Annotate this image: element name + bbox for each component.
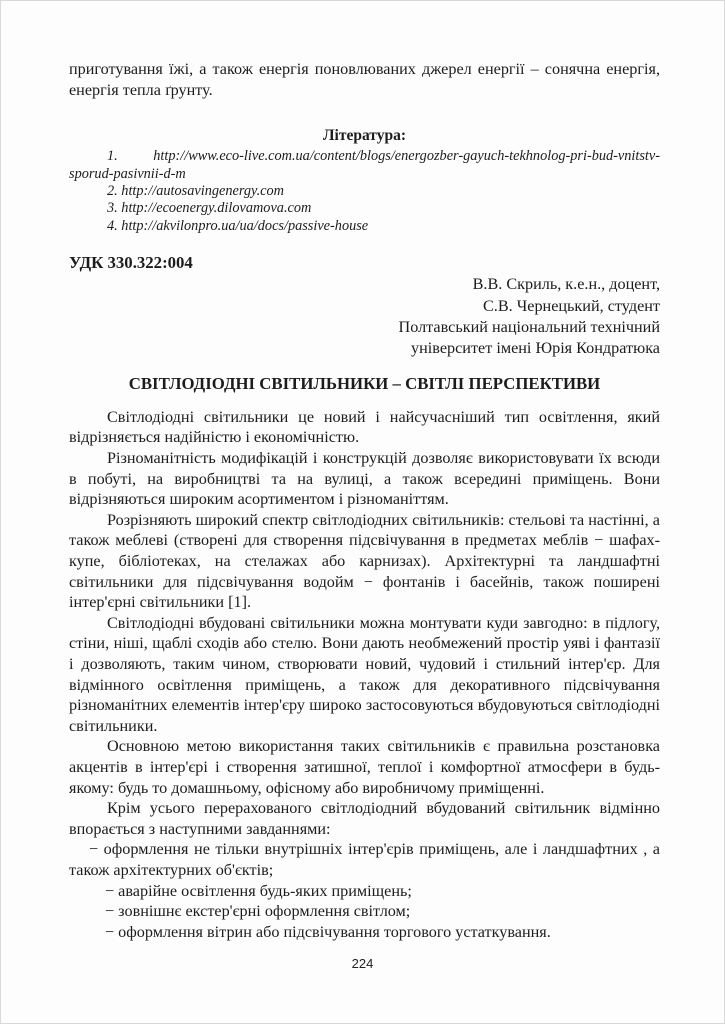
- body-paragraph: Розрізняють широкий спектр світлодіодних світильників: стельові та настінні, а також меблеві (створені для створення підсвічування в предметах меблів − шафах-купе, бібліотеках, на стелажах або карнизах). Архітектурні та ландшафтні світильники для підсвічування водойм − фонтанів і басейнів, також поширені інтер'єрні світильники [1].: [69, 510, 660, 612]
- task-list: [69, 839, 660, 942]
- body-paragraph: Світлодіодні вбудовані світильники можна монтувати куди завгодно: в підлогу, стіни, ніші, щаблі сходів або стелю. Вони дають необмежений простір уяві і фантазії і дозволяють, таким чином, створювати новий, чудовий і стильний інтер'єр. Для відмінного освітлення приміщень, а також для декоративного підсвічування різноманітних елементів інтер'єру широко застосовуються вбудовуються світлодіодні світильники.: [69, 613, 660, 735]
- article: [69, 252, 660, 942]
- list-item: − аварійне освітлення будь-яких приміщень;: [105, 881, 412, 900]
- references-heading: Література:: [322, 127, 406, 145]
- previous-article-end: [69, 59, 660, 235]
- list-item: − оформлення вітрин або підсвічування торгового устаткування.: [105, 922, 551, 941]
- reference-item: 2. http://autosavingenergy.com: [107, 183, 284, 199]
- author-line: В.В. Скриль, к.е.н., доцент,: [472, 275, 660, 294]
- reference-item: 4. http://akvilonpro.ua/ua/docs/passive-house: [107, 217, 369, 234]
- article-body: [69, 407, 660, 942]
- references-list: [69, 148, 660, 235]
- body-paragraph: Крім усього перерахованого світлодіодний вбудований світильник відмінно впорається з наступними завданнями:: [69, 799, 660, 838]
- page-content: [1, 1, 724, 942]
- list-item: − оформлення не тільки внутрішніх інтер'єрів приміщень, але і ландшафтних , а також архітектурних об'єктів;: [69, 840, 660, 879]
- body-paragraph: Основною метою використання таких світильників є правильна розстановка акцентів в інтер'єрі і створення затишної, теплої і комфортної атмосфери в будь-якому: будь то домашньому, офісному або виробничому приміщенні.: [69, 737, 660, 797]
- affiliation-line: університет імені Юрія Кондратюка: [411, 339, 660, 358]
- affiliation-line: Полтавський національний технічний: [398, 318, 660, 337]
- page-number: 224: [351, 956, 374, 971]
- author-line: С.В. Чернецький, студент: [483, 296, 660, 315]
- author-block: [69, 274, 660, 360]
- continued-paragraph: приготування їжі, а також енергія поновлюваних джерел енергії – сонячна енергія, енергія тепла ґрунту.: [69, 60, 660, 99]
- body-paragraph: Різноманітність модифікацій і конструкцій дозволяє використовувати їх всюди в побуті, на виробництві та на вулиці, а також всередині приміщень. Вони відрізняються широким асортиментом і різноманіттям.: [69, 449, 660, 509]
- udc-label: УДК 330.322:004: [69, 253, 193, 273]
- list-item: − зовнішнє екстер'єрні оформлення світлом;: [105, 902, 411, 921]
- body-paragraph: Світлодіодні світильники це новий і найсучасніший тип освітлення, який відрізняється надійністю і економічністю.: [69, 407, 660, 447]
- article-title: СВІТЛОДІОДНІ СВІТИЛЬНИКИ – СВІТЛІ ПЕРСПЕКТИВИ: [128, 373, 601, 393]
- reference-item: 1. http://www.eco-live.com.ua/content/blogs/energozber-gayuch-tekhnolog-pri-bud-vnitstv-sporud-pasivnii-d-m: [69, 148, 660, 182]
- reference-item: 3. http://ecoenergy.dilovamova.com: [107, 200, 312, 217]
